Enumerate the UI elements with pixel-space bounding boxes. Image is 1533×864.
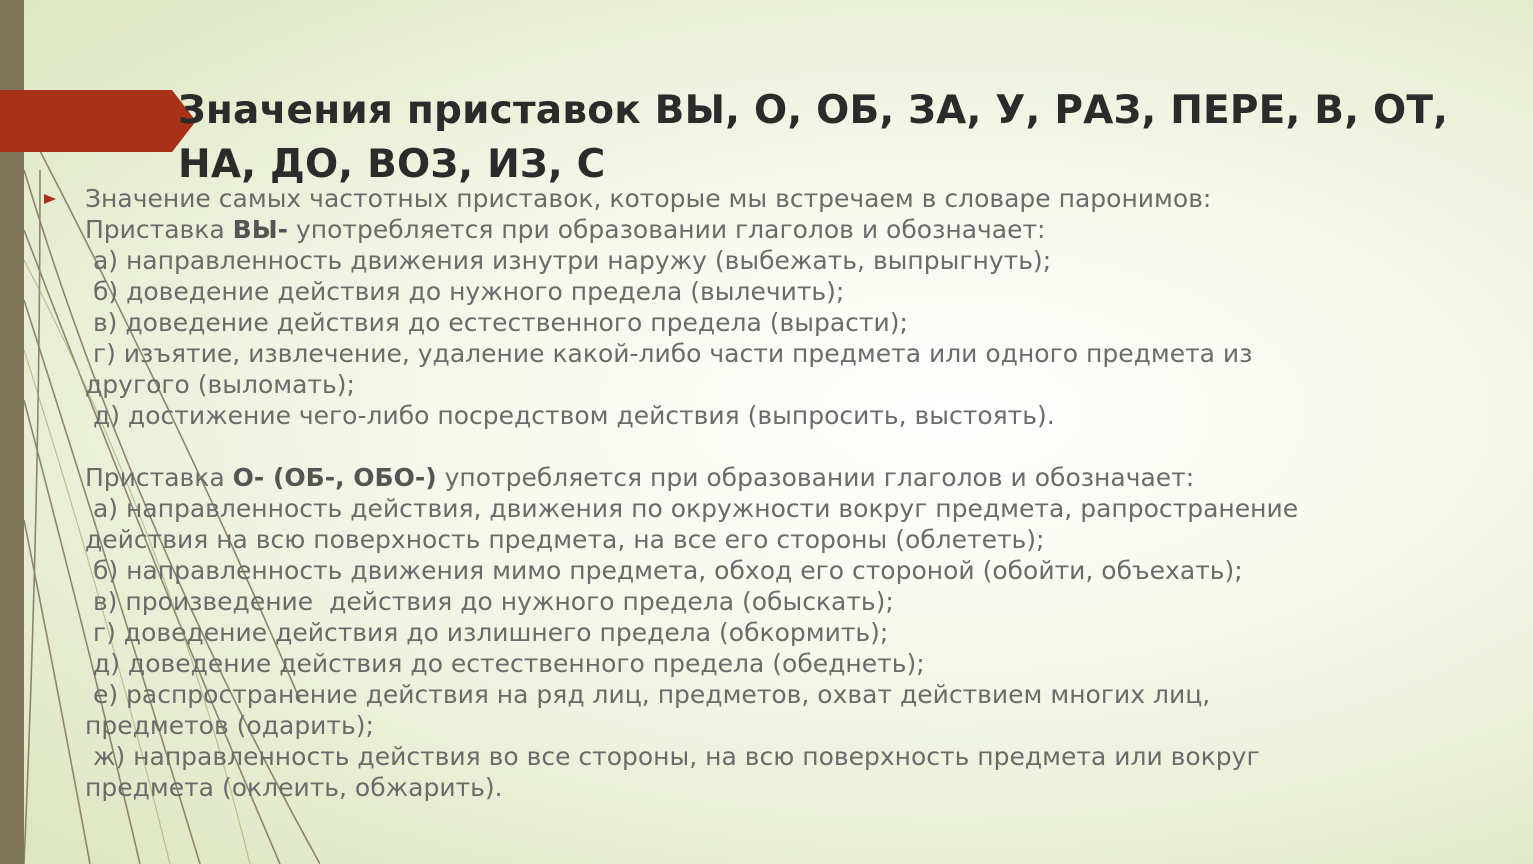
prefix-o-heading	[85, 462, 1505, 493]
list-item: предмета (оклеить, обжарить).	[85, 773, 503, 802]
prefix-vy-heading	[85, 214, 1505, 245]
intro-line: Значение самых частотных приставок, которые мы встречаем в словаре паронимов:	[85, 184, 1212, 213]
prefix-description: употребляется при образовании глаголов и обозначает:	[436, 463, 1195, 492]
list-item: г) доведение действия до излишнего предела (обкормить);	[85, 618, 889, 647]
list-item: в) доведение действия до естественного предела (вырасти);	[85, 308, 908, 337]
list-item: е) распространение действия на ряд лиц, предметов, охват действием многих лиц,	[85, 680, 1211, 709]
spacer	[85, 431, 1505, 462]
list-item: предметов (одарить);	[85, 711, 374, 740]
prefix-description: употребляется при образовании глаголов и обозначает:	[288, 215, 1046, 244]
slide-title: Значения приставок ВЫ, О, ОБ, ЗА, У, РАЗ, ПЕРЕ, В, ОТ, НА, ДО, ВОЗ, ИЗ, С	[178, 88, 1449, 187]
list-item: г) изъятие, извлечение, удаление какой-либо части предмета или одного предмета из	[85, 339, 1253, 368]
title-accent-banner	[0, 90, 196, 152]
list-item: д) доведение действия до естественного предела (обеднеть);	[85, 649, 925, 678]
list-item: б) направленность движения мимо предмета, обход его стороной (обойти, объехать);	[85, 556, 1243, 585]
list-item: б) доведение действия до нужного предела (вылечить);	[85, 277, 845, 306]
prefix-word: Приставка	[85, 215, 233, 244]
prefix-vy: ВЫ-	[232, 215, 288, 244]
list-item: а) направленность действия, движения по окружности вокруг предмета, рапространение	[85, 494, 1299, 523]
list-item: другого (выломать);	[85, 370, 355, 399]
bullet-arrow-icon	[44, 194, 56, 204]
list-item: ж) направленность действия во все стороны, на всю поверхность предмета или вокруг	[85, 742, 1260, 771]
prefix-o: О- (ОБ-, ОБО-)	[232, 463, 437, 492]
list-item: а) направленность движения изнутри наружу (выбежать, выпрыгнуть);	[85, 246, 1052, 275]
slide-body	[85, 183, 1505, 803]
list-item: действия на всю поверхность предмета, на все его стороны (облететь);	[85, 525, 1045, 554]
list-item: в) произведение действия до нужного предела (обыскать);	[85, 587, 894, 616]
prefix-word: Приставка	[85, 463, 233, 492]
list-item: д) достижение чего-либо посредством действия (выпросить, выстоять).	[85, 401, 1055, 430]
